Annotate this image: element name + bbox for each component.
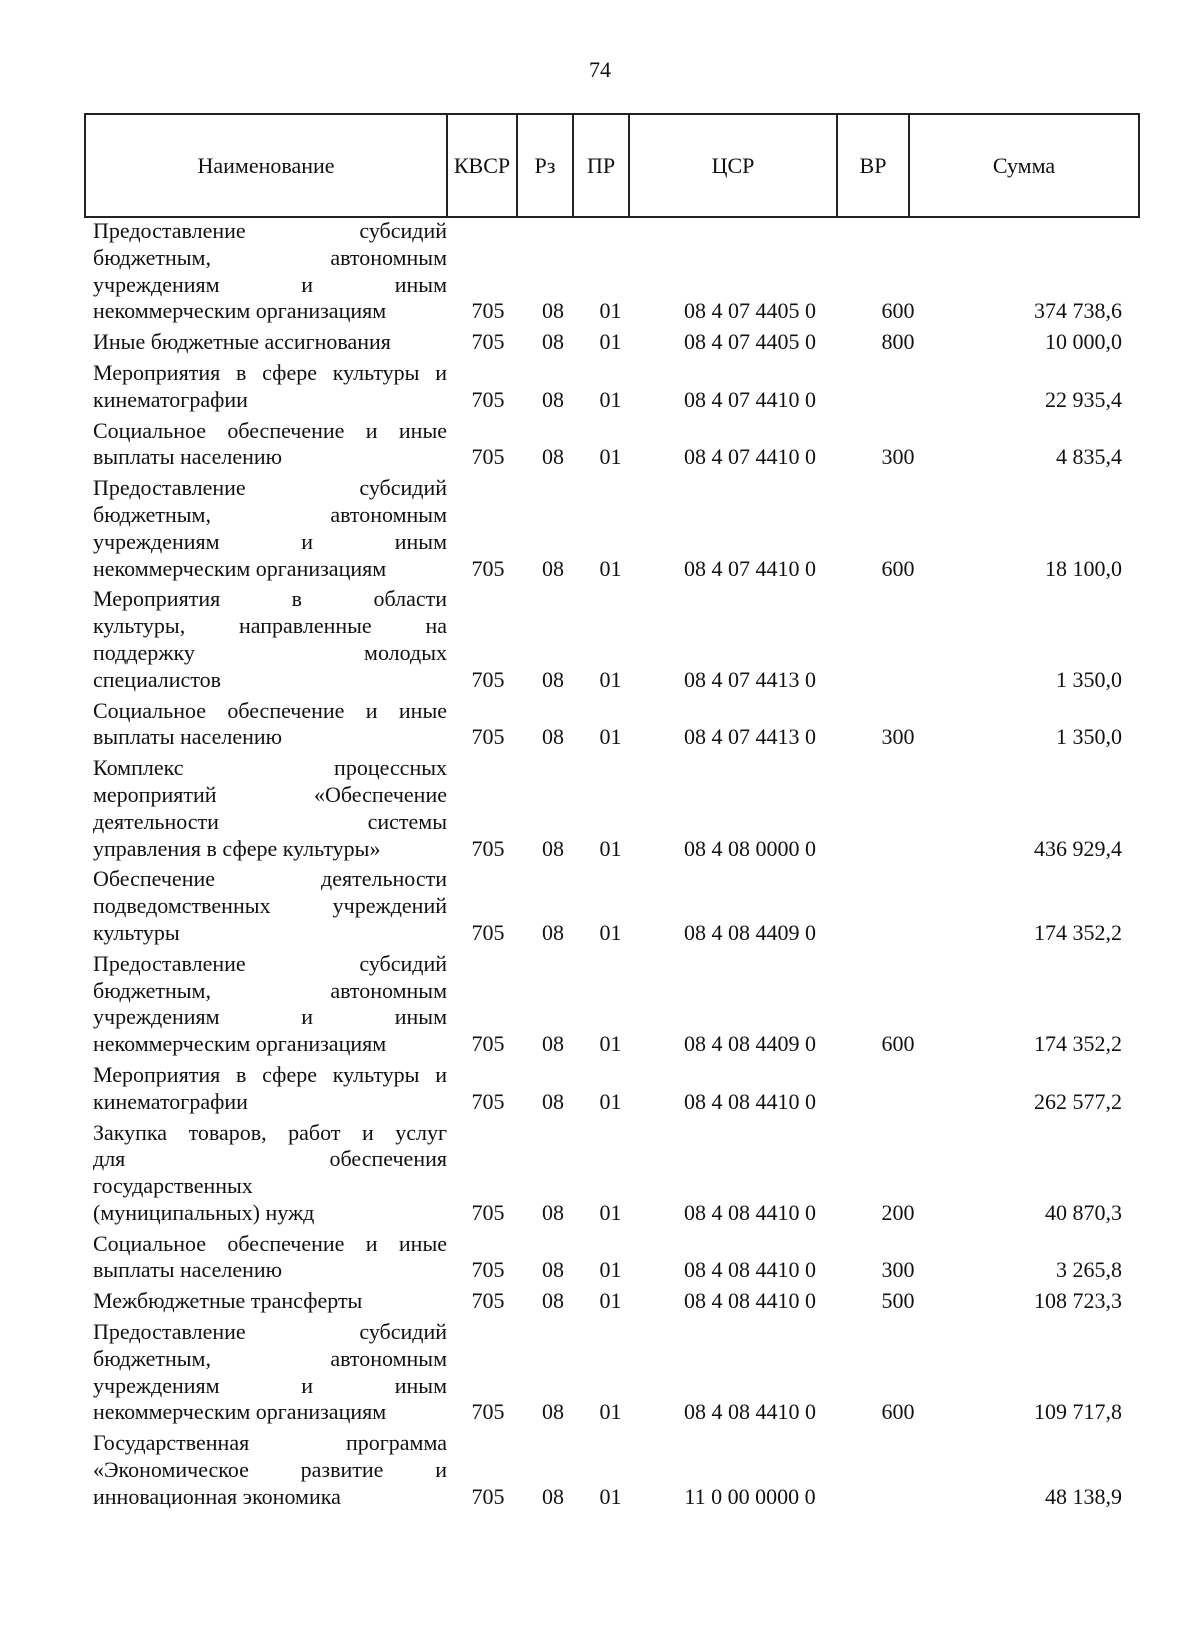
row-name: [93, 1120, 447, 1227]
row-name: [93, 1319, 447, 1426]
header-pr: ПР: [573, 114, 629, 217]
table-row: [0, 218, 1200, 325]
table-row: [0, 866, 1200, 946]
row-name-line: мероприятий «Обеспечение: [93, 781, 447, 807]
header-rz: Рз: [517, 114, 573, 217]
row-pr: 01: [599, 1088, 622, 1114]
row-csr: 08 4 08 4410 0: [684, 1199, 816, 1225]
row-name-line: поддержку молодых: [93, 639, 447, 665]
table-row: [0, 1062, 1200, 1116]
row-csr: 08 4 08 4409 0: [684, 1031, 816, 1057]
row-rz: 08: [542, 724, 564, 750]
row-name-line: Обеспечение деятельности: [93, 866, 447, 892]
row-rz: 08: [542, 919, 564, 945]
row-sum: 40 870,3: [1045, 1199, 1122, 1225]
row-name-line: учреждениям и иным: [93, 271, 447, 297]
row-name-line: некоммерческим организациям: [93, 298, 387, 324]
row-name: [93, 1288, 447, 1315]
row-vr: 500: [881, 1288, 915, 1314]
row-rz: 08: [542, 835, 564, 861]
row-name-line: управления в сфере культуры»: [93, 835, 381, 861]
row-vr: 300: [881, 724, 915, 750]
row-rz: 08: [542, 1288, 564, 1314]
row-sum: 109 717,8: [1034, 1399, 1122, 1425]
table-row: [0, 698, 1200, 752]
table-row: [0, 360, 1200, 414]
table-row: [0, 951, 1200, 1058]
row-name-line: выплаты населению: [93, 724, 283, 750]
table-row: [0, 1120, 1200, 1227]
row-name-line: Предоставление субсидий: [93, 950, 447, 976]
row-name-line: Межбюджетные трансферты: [93, 1288, 363, 1314]
row-name-line: Предоставление субсидий: [93, 1319, 447, 1345]
row-pr: 01: [599, 1399, 622, 1425]
row-vr: 200: [881, 1199, 915, 1225]
row-name-line: кинематографии: [93, 386, 248, 412]
row-csr: 08 4 08 4409 0: [684, 919, 816, 945]
row-pr: 01: [599, 555, 622, 581]
row-name-line: учреждениям и иным: [93, 528, 447, 554]
row-kvsr: 705: [471, 835, 505, 861]
row-pr: 01: [599, 835, 622, 861]
row-kvsr: 705: [471, 1257, 505, 1283]
row-pr: 01: [599, 1288, 622, 1314]
row-name-line: Мероприятия в области: [93, 586, 447, 612]
row-kvsr: 705: [471, 1088, 505, 1114]
row-csr: 08 4 08 4410 0: [684, 1257, 816, 1283]
row-name-line: некоммерческим организациям: [93, 1031, 387, 1057]
row-name-line: учреждениям и иным: [93, 1372, 447, 1398]
row-name-line: Мероприятия в сфере культуры и: [93, 359, 447, 385]
table-body: [0, 218, 1200, 1511]
row-pr: 01: [599, 1257, 622, 1283]
row-rz: 08: [542, 1031, 564, 1057]
row-name-line: Предоставление субсидий: [93, 218, 447, 243]
row-csr: 08 4 07 4405 0: [684, 329, 816, 355]
row-sum: 436 929,4: [1034, 835, 1122, 861]
row-name-line: (муниципальных) нужд: [93, 1199, 315, 1225]
row-pr: 01: [599, 666, 622, 692]
row-name-line: инновационная экономика: [93, 1483, 341, 1509]
row-kvsr: 705: [471, 298, 505, 324]
row-pr: 01: [599, 329, 622, 355]
row-name-line: Социальное обеспечение и иные: [93, 697, 447, 723]
row-csr: 08 4 08 4410 0: [684, 1399, 816, 1425]
row-sum: 108 723,3: [1034, 1288, 1122, 1314]
row-sum: 18 100,0: [1045, 555, 1122, 581]
table-row: [0, 1319, 1200, 1426]
row-csr: 08 4 08 0000 0: [684, 835, 816, 861]
row-name: [93, 866, 447, 946]
row-name-line: Социальное обеспечение и иные: [93, 417, 447, 443]
table-row: [0, 755, 1200, 862]
row-rz: 08: [542, 1199, 564, 1225]
table-row: [0, 329, 1200, 356]
row-vr: 600: [881, 298, 915, 324]
row-csr: 11 0 00 0000 0: [684, 1483, 816, 1509]
row-kvsr: 705: [471, 919, 505, 945]
table-row: [0, 475, 1200, 582]
table-row: [0, 1430, 1200, 1510]
row-csr: 08 4 08 4410 0: [684, 1288, 816, 1314]
row-csr: 08 4 07 4410 0: [684, 444, 816, 470]
row-kvsr: 705: [471, 724, 505, 750]
row-name: [93, 698, 447, 752]
row-pr: 01: [599, 298, 622, 324]
row-name-line: бюджетным, автономным: [93, 1345, 447, 1371]
row-name-line: государственных: [93, 1173, 253, 1199]
row-rz: 08: [542, 444, 564, 470]
table-row: [0, 1231, 1200, 1285]
header-kvsr: КВСР: [447, 114, 517, 217]
row-name: [93, 755, 447, 862]
row-sum: 1 350,0: [1056, 666, 1122, 692]
row-kvsr: 705: [471, 329, 505, 355]
row-rz: 08: [542, 1399, 564, 1425]
row-csr: 08 4 07 4413 0: [684, 666, 816, 692]
row-kvsr: 705: [471, 444, 505, 470]
table-row: [0, 1288, 1200, 1315]
row-csr: 08 4 07 4413 0: [684, 724, 816, 750]
row-name-line: выплаты населению: [93, 444, 283, 470]
row-kvsr: 705: [471, 1031, 505, 1057]
row-pr: 01: [599, 444, 622, 470]
row-vr: 600: [881, 1399, 915, 1425]
row-name-line: для обеспечения: [93, 1146, 447, 1172]
row-rz: 08: [542, 298, 564, 324]
row-rz: 08: [542, 1257, 564, 1283]
row-name: [93, 951, 447, 1058]
row-name-line: некоммерческим организациям: [93, 555, 387, 581]
row-name-line: культуры, направленные на: [93, 613, 447, 639]
row-sum: 3 265,8: [1056, 1257, 1122, 1283]
row-name-line: бюджетным, автономным: [93, 977, 447, 1003]
row-name-line: Социальное обеспечение и иные: [93, 1230, 447, 1256]
row-kvsr: 705: [471, 1199, 505, 1225]
row-pr: 01: [599, 386, 622, 412]
row-sum: 22 935,4: [1045, 386, 1122, 412]
row-name: [93, 1231, 447, 1285]
header-name: Наименование: [85, 114, 447, 217]
row-name-line: некоммерческим организациям: [93, 1399, 387, 1425]
header-vr: ВР: [837, 114, 909, 217]
row-rz: 08: [542, 1483, 564, 1509]
row-vr: 300: [881, 444, 915, 470]
row-vr: 600: [881, 1031, 915, 1057]
row-sum: 374 738,6: [1034, 298, 1122, 324]
row-rz: 08: [542, 386, 564, 412]
row-name-line: деятельности системы: [93, 808, 447, 834]
row-pr: 01: [599, 1483, 622, 1509]
row-csr: 08 4 07 4405 0: [684, 298, 816, 324]
row-vr: 300: [881, 1257, 915, 1283]
row-name: [93, 475, 447, 582]
row-name-line: бюджетным, автономным: [93, 244, 447, 270]
row-pr: 01: [599, 1031, 622, 1057]
row-csr: 08 4 08 4410 0: [684, 1088, 816, 1114]
row-rz: 08: [542, 329, 564, 355]
row-name-line: «Экономическое развитие и: [93, 1457, 447, 1483]
row-name-line: подведомственных учреждений: [93, 893, 447, 919]
row-pr: 01: [599, 919, 622, 945]
header-sum: Сумма: [909, 114, 1139, 217]
row-kvsr: 705: [471, 555, 505, 581]
table-row: [0, 586, 1200, 693]
row-sum: 1 350,0: [1056, 724, 1122, 750]
table-header: [84, 113, 1140, 218]
page-number: 74: [589, 57, 611, 82]
row-vr: 600: [881, 555, 915, 581]
row-name: [93, 1062, 447, 1116]
row-pr: 01: [599, 724, 622, 750]
row-name-line: Иные бюджетные ассигнования: [93, 329, 391, 355]
row-rz: 08: [542, 1088, 564, 1114]
row-name: [93, 360, 447, 414]
row-pr: 01: [599, 1199, 622, 1225]
row-sum: 10 000,0: [1045, 329, 1122, 355]
row-sum: 4 835,4: [1056, 444, 1122, 470]
row-csr: 08 4 07 4410 0: [684, 386, 816, 412]
row-sum: 262 577,2: [1034, 1088, 1122, 1114]
table-row: [0, 418, 1200, 472]
row-kvsr: 705: [471, 1483, 505, 1509]
row-name-line: кинематографии: [93, 1088, 248, 1114]
row-sum: 174 352,2: [1034, 1031, 1122, 1057]
row-name: [93, 329, 447, 356]
row-name-line: Комплекс процессных: [93, 755, 447, 781]
row-name-line: бюджетным, автономным: [93, 501, 447, 527]
row-name-line: Предоставление субсидий: [93, 475, 447, 501]
row-rz: 08: [542, 666, 564, 692]
row-name-line: Государственная программа: [93, 1430, 447, 1456]
row-csr: 08 4 07 4410 0: [684, 555, 816, 581]
row-name-line: Закупка товаров, работ и услуг: [93, 1119, 447, 1145]
row-name-line: культуры: [93, 919, 180, 945]
header-csr: ЦСР: [629, 114, 837, 217]
row-name-line: специалистов: [93, 666, 222, 692]
row-name-line: учреждениям и иным: [93, 1004, 447, 1030]
row-kvsr: 705: [471, 666, 505, 692]
row-kvsr: 705: [471, 1288, 505, 1314]
row-sum: 48 138,9: [1045, 1483, 1122, 1509]
row-name: [93, 418, 447, 472]
row-name: [93, 1430, 447, 1510]
row-kvsr: 705: [471, 1399, 505, 1425]
row-kvsr: 705: [471, 386, 505, 412]
row-name-line: Мероприятия в сфере культуры и: [93, 1061, 447, 1087]
row-vr: 800: [881, 329, 915, 355]
row-sum: 174 352,2: [1034, 919, 1122, 945]
row-name: [93, 218, 447, 325]
row-name-line: выплаты населению: [93, 1257, 283, 1283]
row-rz: 08: [542, 555, 564, 581]
row-name: [93, 586, 447, 693]
